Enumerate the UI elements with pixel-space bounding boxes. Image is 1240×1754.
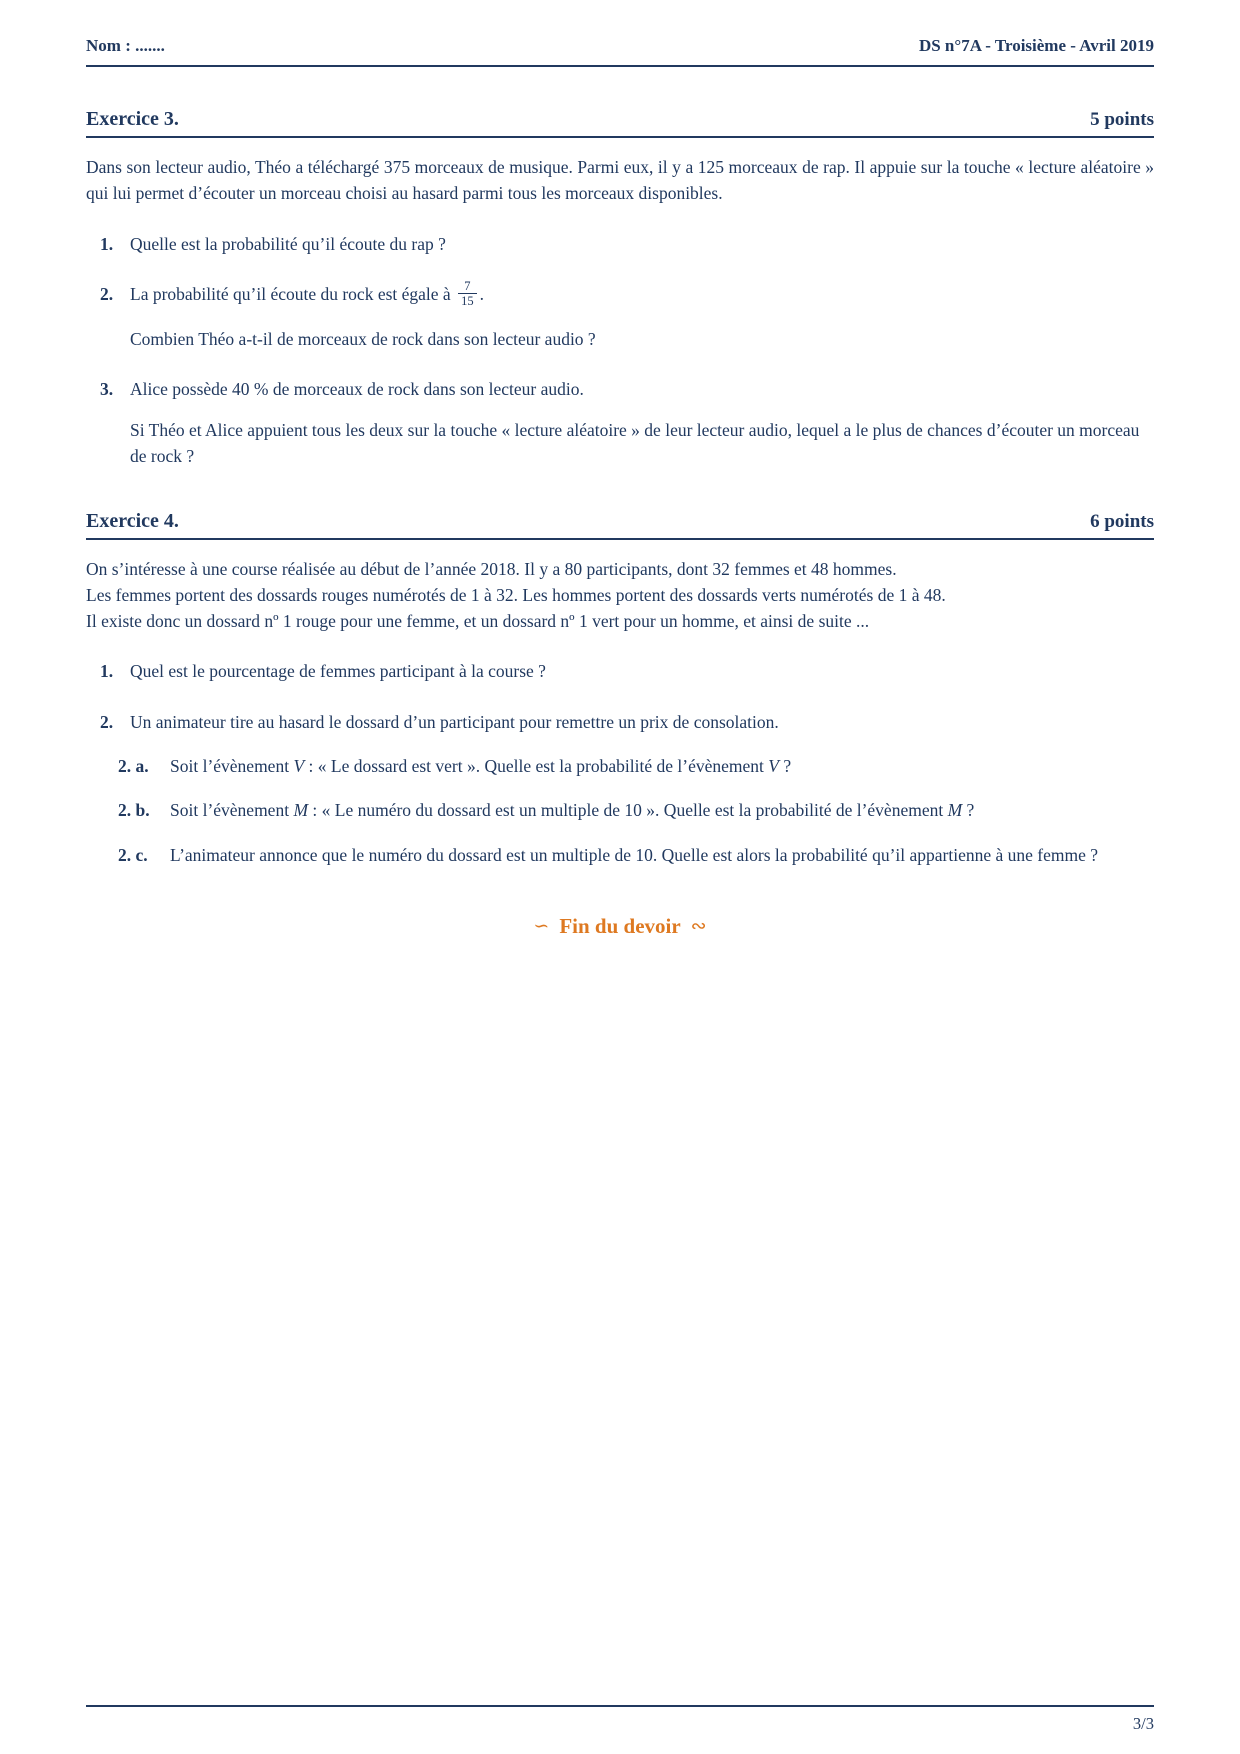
question-text-post: .	[479, 283, 484, 304]
end-of-test-line	[86, 914, 1154, 939]
exercise-4-intro	[86, 556, 1154, 635]
page-header	[86, 36, 1154, 67]
question-text-mid: : « Le numéro du dossard est un multiple de 10 ». Quelle est la probabilité de l’évènement	[308, 800, 948, 821]
question-number: 2.	[100, 283, 114, 304]
end-of-test-text: Fin du devoir	[559, 913, 681, 938]
question-3-line-1: Alice possède 40 % de morceaux de rock dans son lecteur audio.	[130, 378, 584, 399]
question-text-post: ?	[962, 800, 975, 821]
question-number: 2. b.	[118, 800, 150, 821]
question-text	[130, 278, 1154, 352]
exercise-3-section	[86, 108, 1154, 470]
question-text	[170, 798, 1154, 823]
question-number: 2. a.	[118, 755, 149, 776]
exercise-3-question-3	[86, 376, 1154, 470]
question-text-post: ?	[778, 755, 792, 776]
intro-line-2: Les femmes portent des dossards rouges numérotés de 1 à 32. Les hommes portent des dossards verts numérotés de 1 à 48.	[86, 584, 946, 605]
question-text	[170, 754, 1154, 779]
exercise-4-title: Exercice 4.	[86, 509, 179, 532]
math-variable-M: M	[293, 800, 309, 821]
question-number: 1.	[100, 233, 114, 254]
fraction-denominator: 15	[461, 294, 474, 309]
exercise-4-question-2	[86, 709, 1154, 735]
exercise-4-question-1	[86, 658, 1154, 684]
left-fleuron-ornament-icon: ∽	[533, 915, 550, 937]
question-number: 3.	[100, 378, 114, 399]
question-text	[130, 376, 1154, 470]
question-text-pre: La probabilité qu’il écoute du rock est égale à	[130, 283, 451, 304]
question-number: 2.	[100, 711, 114, 732]
math-variable-V: V	[293, 755, 305, 776]
intro-line-3: Il existe donc un dossard nº 1 rouge pour une femme, et un dossard nº 1 vert pour un homme, et ainsi de suite ...	[86, 611, 870, 632]
intro-line-1: On s’intéresse à une course réalisée au début de l’année 2018. Il y a 80 participants, dont 32 femmes et 48 hommes.	[86, 558, 897, 579]
question-text-mid: : « Le dossard est vert ». Quelle est la probabilité de l’évènement	[304, 755, 769, 776]
exercise-4-question-2c	[86, 843, 1154, 868]
question-text-pre: Soit l’évènement	[170, 800, 294, 821]
question-text: Quel est le pourcentage de femmes participant à la course ?	[130, 661, 546, 682]
footer-rule	[86, 1705, 1154, 1707]
question-text: Un animateur tire au hasard le dossard d’un participant pour remettre un prix de consolation.	[130, 711, 779, 732]
math-variable-M: M	[947, 800, 963, 821]
question-2-line-2: Combien Théo a-t-il de morceaux de rock dans son lecteur audio ?	[130, 328, 596, 349]
question-3-line-2: Si Théo et Alice appuient tous les deux sur la touche « lecture aléatoire » de leur lecteur audio, lequel a le plus de chances d’écouter un morceau de rock ?	[130, 420, 1140, 467]
document-title: DS n°7A - Troisième - Avril 2019	[918, 36, 1154, 55]
exercise-3-points: 5 points	[1090, 109, 1154, 130]
fraction-numerator: 7	[458, 279, 477, 294]
exercise-3-title: Exercice 3.	[86, 108, 179, 130]
question-number: 1.	[100, 661, 114, 682]
exercise-4-question-2a	[86, 754, 1154, 779]
question-text-pre: Soit l’évènement	[170, 755, 294, 776]
right-fleuron-ornament-icon: ∾	[690, 915, 707, 937]
exercise-4-heading	[86, 510, 1154, 540]
page-footer	[86, 1705, 1154, 1734]
exercise-4-points: 6 points	[1090, 510, 1154, 532]
student-name-label: Nom : .......	[86, 36, 165, 55]
question-2-line-1	[130, 278, 1154, 311]
exercise-3-heading	[86, 108, 1154, 138]
exercise-4-section	[86, 510, 1154, 868]
math-variable-V: V	[768, 755, 779, 776]
question-text: L’animateur annonce que le numéro du dossard est un multiple de 10. Quelle est alors la probabilité qu’il appartienne à une femme ?	[170, 844, 1099, 865]
fraction-7-15	[458, 279, 477, 309]
exercise-3-question-1	[86, 231, 1154, 257]
exercise-3-question-2	[86, 278, 1154, 352]
question-text: Quelle est la probabilité qu’il écoute du rap ?	[130, 233, 446, 254]
page-number: 3/3	[1132, 1714, 1154, 1733]
exercise-3-intro: Dans son lecteur audio, Théo a téléchargé 375 morceaux de musique. Parmi eux, il y a 125 morceaux de rap. Il appuie sur la touche « lecture aléatoire » qui lui permet d’écouter un morceau choisi au hasard parmi tous les morceaux disponibles.	[86, 157, 1154, 204]
exercise-4-question-2b	[86, 798, 1154, 823]
question-number: 2. c.	[118, 844, 148, 865]
